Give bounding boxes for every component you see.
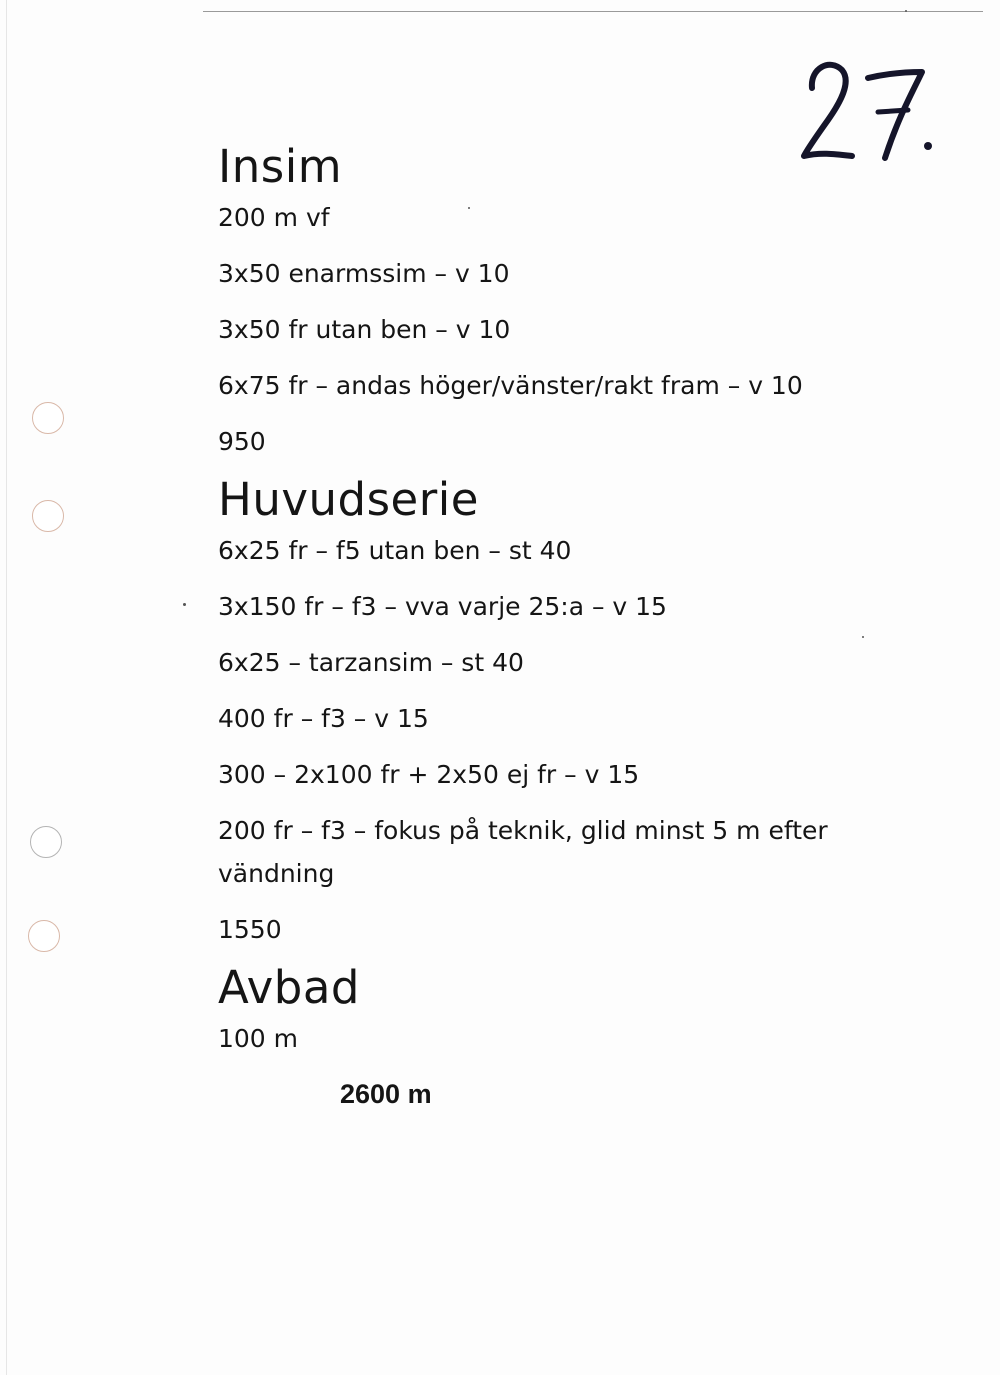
section-subtotal: 950 <box>218 427 266 456</box>
punch-hole <box>30 826 62 858</box>
section-heading: Avbad <box>218 961 360 1014</box>
section-insim <box>218 138 898 463</box>
scan-speck <box>905 10 907 12</box>
scan-speck <box>183 603 186 606</box>
section-heading: Insim <box>218 140 343 193</box>
exercise-line: 6x75 fr – andas höger/vänster/rakt fram – v 10 <box>218 371 803 400</box>
exercise-line: 200 m vf <box>218 203 330 232</box>
exercise-line: 400 fr – f3 – v 15 <box>218 704 429 733</box>
total-distance: 2600 m <box>340 1079 432 1109</box>
exercise-line: 3x150 fr – f3 – vva varje 25:a – v 15 <box>218 592 667 621</box>
top-rule <box>203 11 983 12</box>
section-huvudserie <box>218 471 898 951</box>
section-heading: Huvudserie <box>218 473 479 526</box>
exercise-line: 100 m <box>218 1024 299 1053</box>
punch-hole <box>32 402 64 434</box>
exercise-line: 3x50 enarmssim – v 10 <box>218 259 510 288</box>
exercise-line: 200 fr – f3 – fokus på teknik, glid minst 5 m efter vändning <box>218 816 828 888</box>
punch-hole <box>28 920 60 952</box>
exercise-line: 6x25 – tarzansim – st 40 <box>218 648 524 677</box>
section-subtotal: 1550 <box>218 915 282 944</box>
exercise-line: 6x25 fr – f5 utan ben – st 40 <box>218 536 572 565</box>
section-avbad <box>218 959 898 1060</box>
punch-hole <box>32 500 64 532</box>
workout-content <box>218 138 898 1116</box>
exercise-line: 300 – 2x100 fr + 2x50 ej fr – v 15 <box>218 760 640 789</box>
page-left-edge <box>6 0 7 1375</box>
exercise-line: 3x50 fr utan ben – v 10 <box>218 315 511 344</box>
